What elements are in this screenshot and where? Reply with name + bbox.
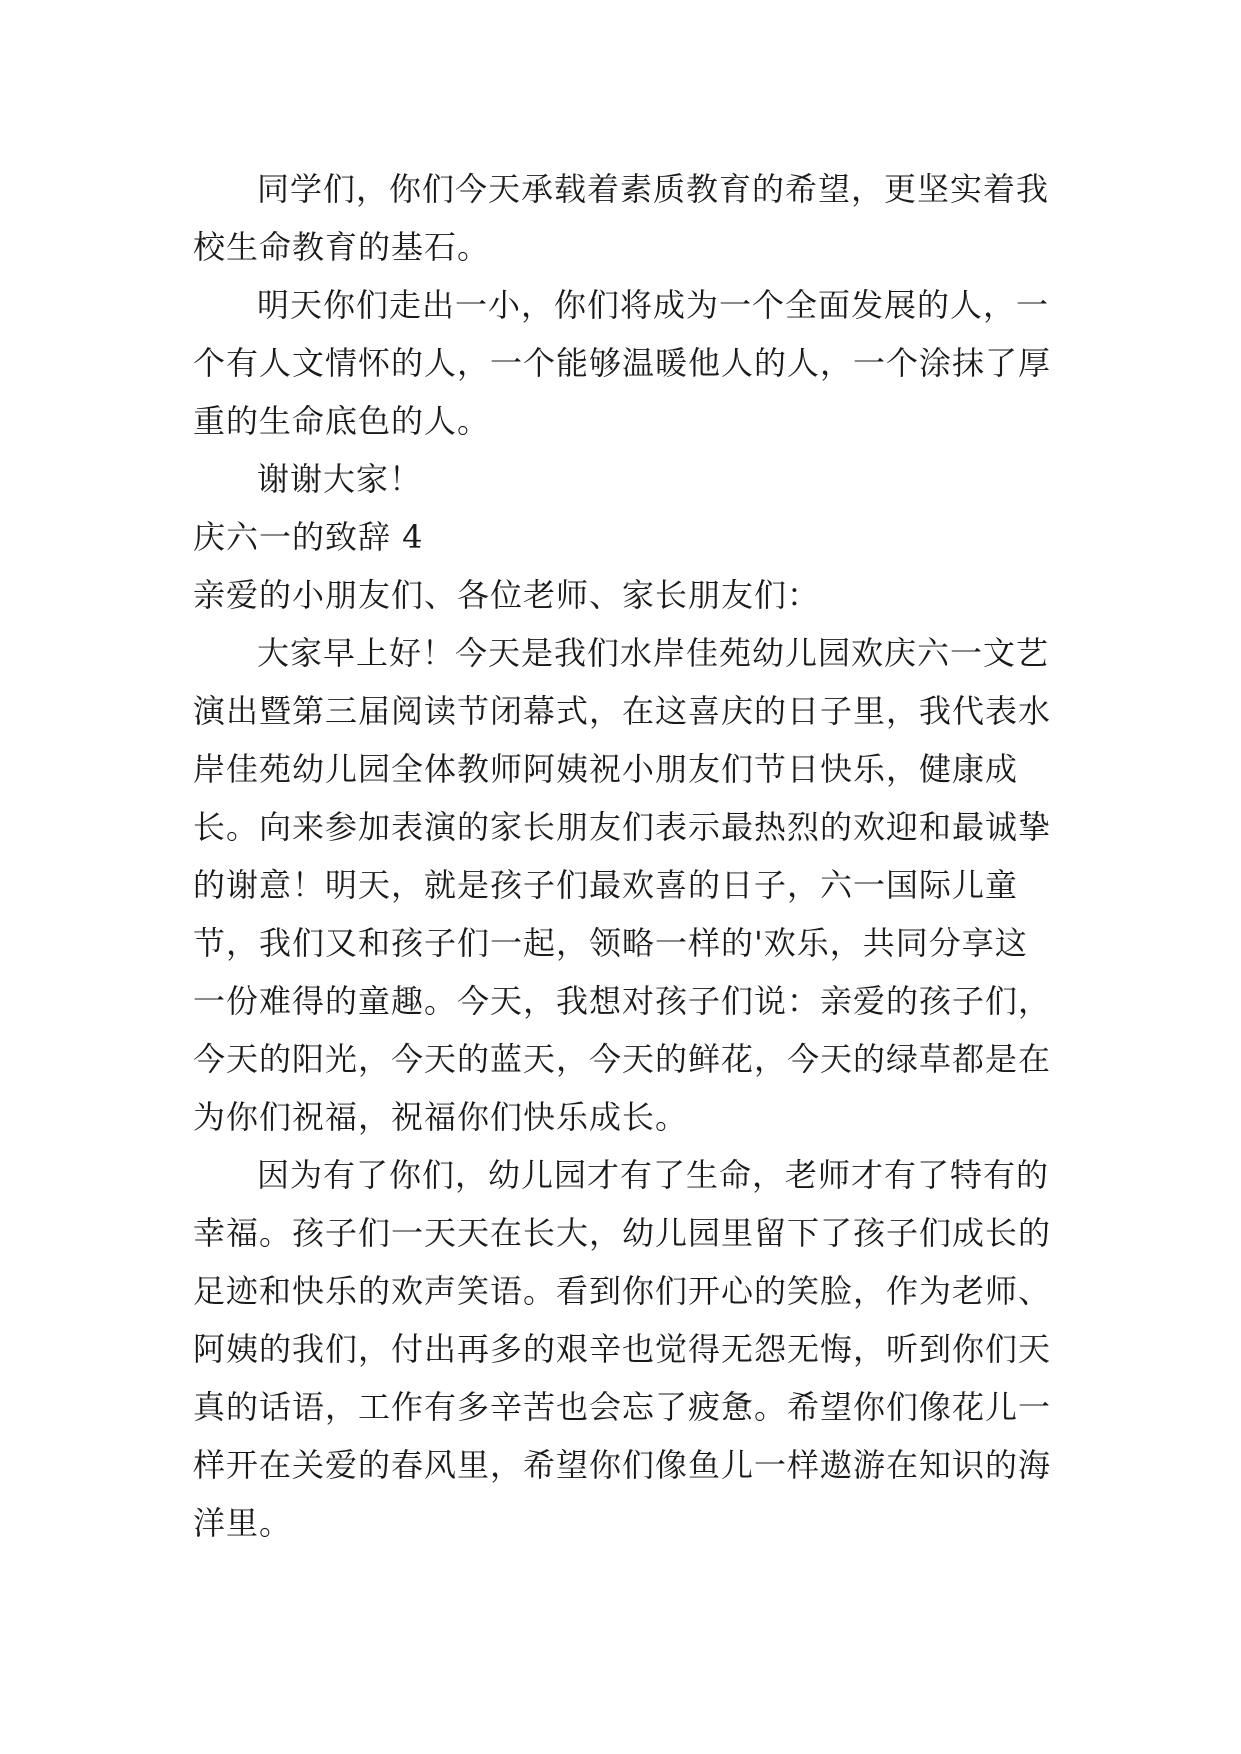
paragraph-thanks: 谢谢大家！ <box>257 460 423 498</box>
section-heading: 庆六一的致辞 4 <box>193 518 424 556</box>
paragraph-because-of-you: 因为有了你们，幼儿园才有了生命，老师才有了特有的幸福。孩子们一天天在长大，幼儿园里留下了孩子们成长的足迹和快乐的欢声笑语。看到你们开心的笑脸，作为老师、阿姨的我们，付出再多的艰辛也觉得无怨无悔，听到你们天真的话语，工作有多辛苦也会忘了疲惫。希望你们像花儿一样开在关爱的春风里，希望你们像鱼儿一样遨游在知识的海洋里。 <box>193 1156 1052 1542</box>
document-page <box>193 160 1053 1552</box>
paragraph-students-hope: 同学们，你们今天承载着素质教育的希望，更坚实着我校生命教育的基石。 <box>193 170 1050 266</box>
paragraph-greeting: 大家早上好！今天是我们水岸佳苑幼儿园欢庆六一文艺演出暨第三届阅读节闭幕式，在这喜庆的日子里，我代表水岸佳苑幼儿园全体教师阿姨祝小朋友们节日快乐，健康成长。向来参加表演的家长朋友们表示最热烈的欢迎和最诚挚的谢意！明天，就是孩子们最欢喜的日子，六一国际儿童节，我们又和孩子们一起，领略一样的'欢乐，共同分享这一份难得的童趣。今天，我想对孩子们说：亲爱的孩子们，今天的阳光，今天的蓝天，今天的鲜花，今天的绿草都是在为你们祝福，祝福你们快乐成长。 <box>193 634 1052 1136</box>
paragraph-tomorrow: 明天你们走出一小，你们将成为一个全面发展的人，一个有人文情怀的人，一个能够温暖他人的人，一个涂抹了厚重的生命底色的人。 <box>193 286 1052 440</box>
salutation: 亲爱的小朋友们、各位老师、家长朋友们： <box>193 576 821 614</box>
